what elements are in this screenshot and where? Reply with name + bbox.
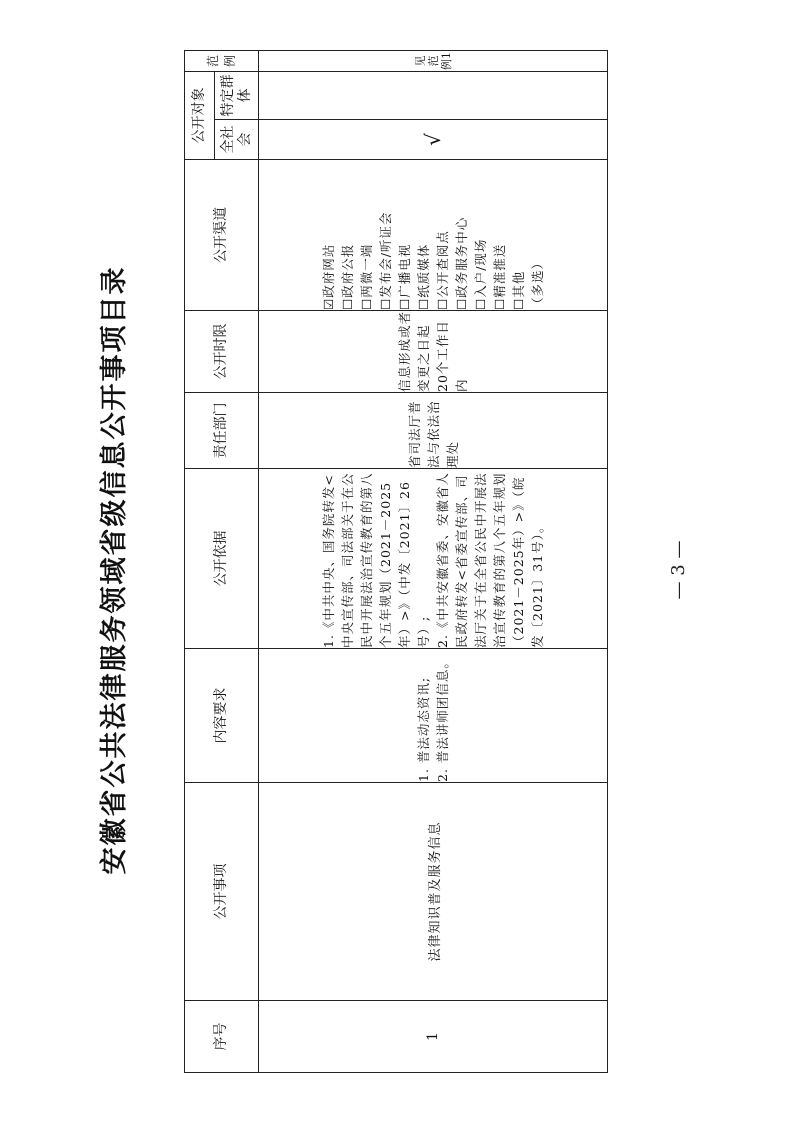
content-line: 1. 普法动态资讯; [416, 676, 431, 782]
department-text: 省司法厅普法与依法治理处 [406, 400, 460, 468]
row-index: 1 [259, 1001, 608, 1073]
channel-option: ☐入户/现场 [473, 238, 488, 310]
channel-option: ☐政务服务中心 [454, 216, 469, 310]
channel-option: ☐精准推送 [492, 243, 507, 310]
header-audience: 公开对象 [185, 72, 215, 160]
row-content [259, 649, 608, 783]
header-example: 范例 [185, 51, 259, 72]
header-item: 公开事项 [185, 783, 259, 1001]
document-title: 安徽省公共法律服务领域省级信息公开事项目录 [99, 265, 130, 875]
header-basis: 公开依据 [185, 469, 259, 649]
table-row [259, 51, 608, 1073]
time-limit-text: 信息形成或者变更之日起20个工作日内 [397, 310, 469, 392]
basis-line: 1.《中共中央、国务院转发<中央宣传部、司法部关于在公民中开展法治宣传教育的第八个五年规划（2021－2025年）>》（中发〔2021〕26号）; [321, 472, 431, 648]
channel-option: ☐其他 [511, 270, 526, 310]
row-item: 法律知识普及服务信息 [259, 783, 608, 1001]
row-channels [259, 160, 608, 311]
header-time-limit: 公开时限 [185, 311, 259, 393]
row-department [259, 393, 608, 469]
channel-list [319, 160, 547, 310]
channel-option: ☑政府网站 [321, 243, 336, 310]
checkmark-icon: √ [421, 133, 445, 146]
content-line: 2. 普法讲师团信息。 [435, 655, 450, 782]
header-department: 责任部门 [185, 393, 259, 469]
basis-line: 2.《中共安徽省委、安徽省人民政府转发<省委宣传部、司法厅关于在全省公民中开展法治宣传教育的第八个五年规划（2021－2025年）>》（皖发〔2021〕31号）。 [435, 472, 545, 648]
row-basis [259, 469, 608, 649]
header-channels: 公开渠道 [185, 160, 259, 311]
channel-option: ☐政府公报 [340, 243, 355, 310]
header-audience-all: 全社会 [215, 120, 259, 160]
header-content: 内容要求 [185, 649, 259, 783]
channel-option: （多选） [530, 255, 545, 310]
channel-option: ☐公开查阅点 [435, 230, 450, 310]
channel-option: ☐纸质媒体 [416, 243, 431, 310]
page-number: — 3 — [668, 540, 689, 600]
channel-option: ☐发布会/听证会 [378, 211, 393, 310]
channel-option: ☐两微一端 [359, 243, 374, 310]
row-time-limit [259, 311, 608, 393]
row-example: 见范例1 [259, 51, 608, 72]
disclosure-table [184, 50, 608, 1073]
header-audience-specific: 特定群体 [215, 72, 259, 120]
row-audience-all [259, 120, 608, 160]
channel-option: ☐广播电视 [397, 243, 412, 310]
header-index: 序号 [185, 1001, 259, 1073]
row-audience-specific [259, 72, 608, 120]
